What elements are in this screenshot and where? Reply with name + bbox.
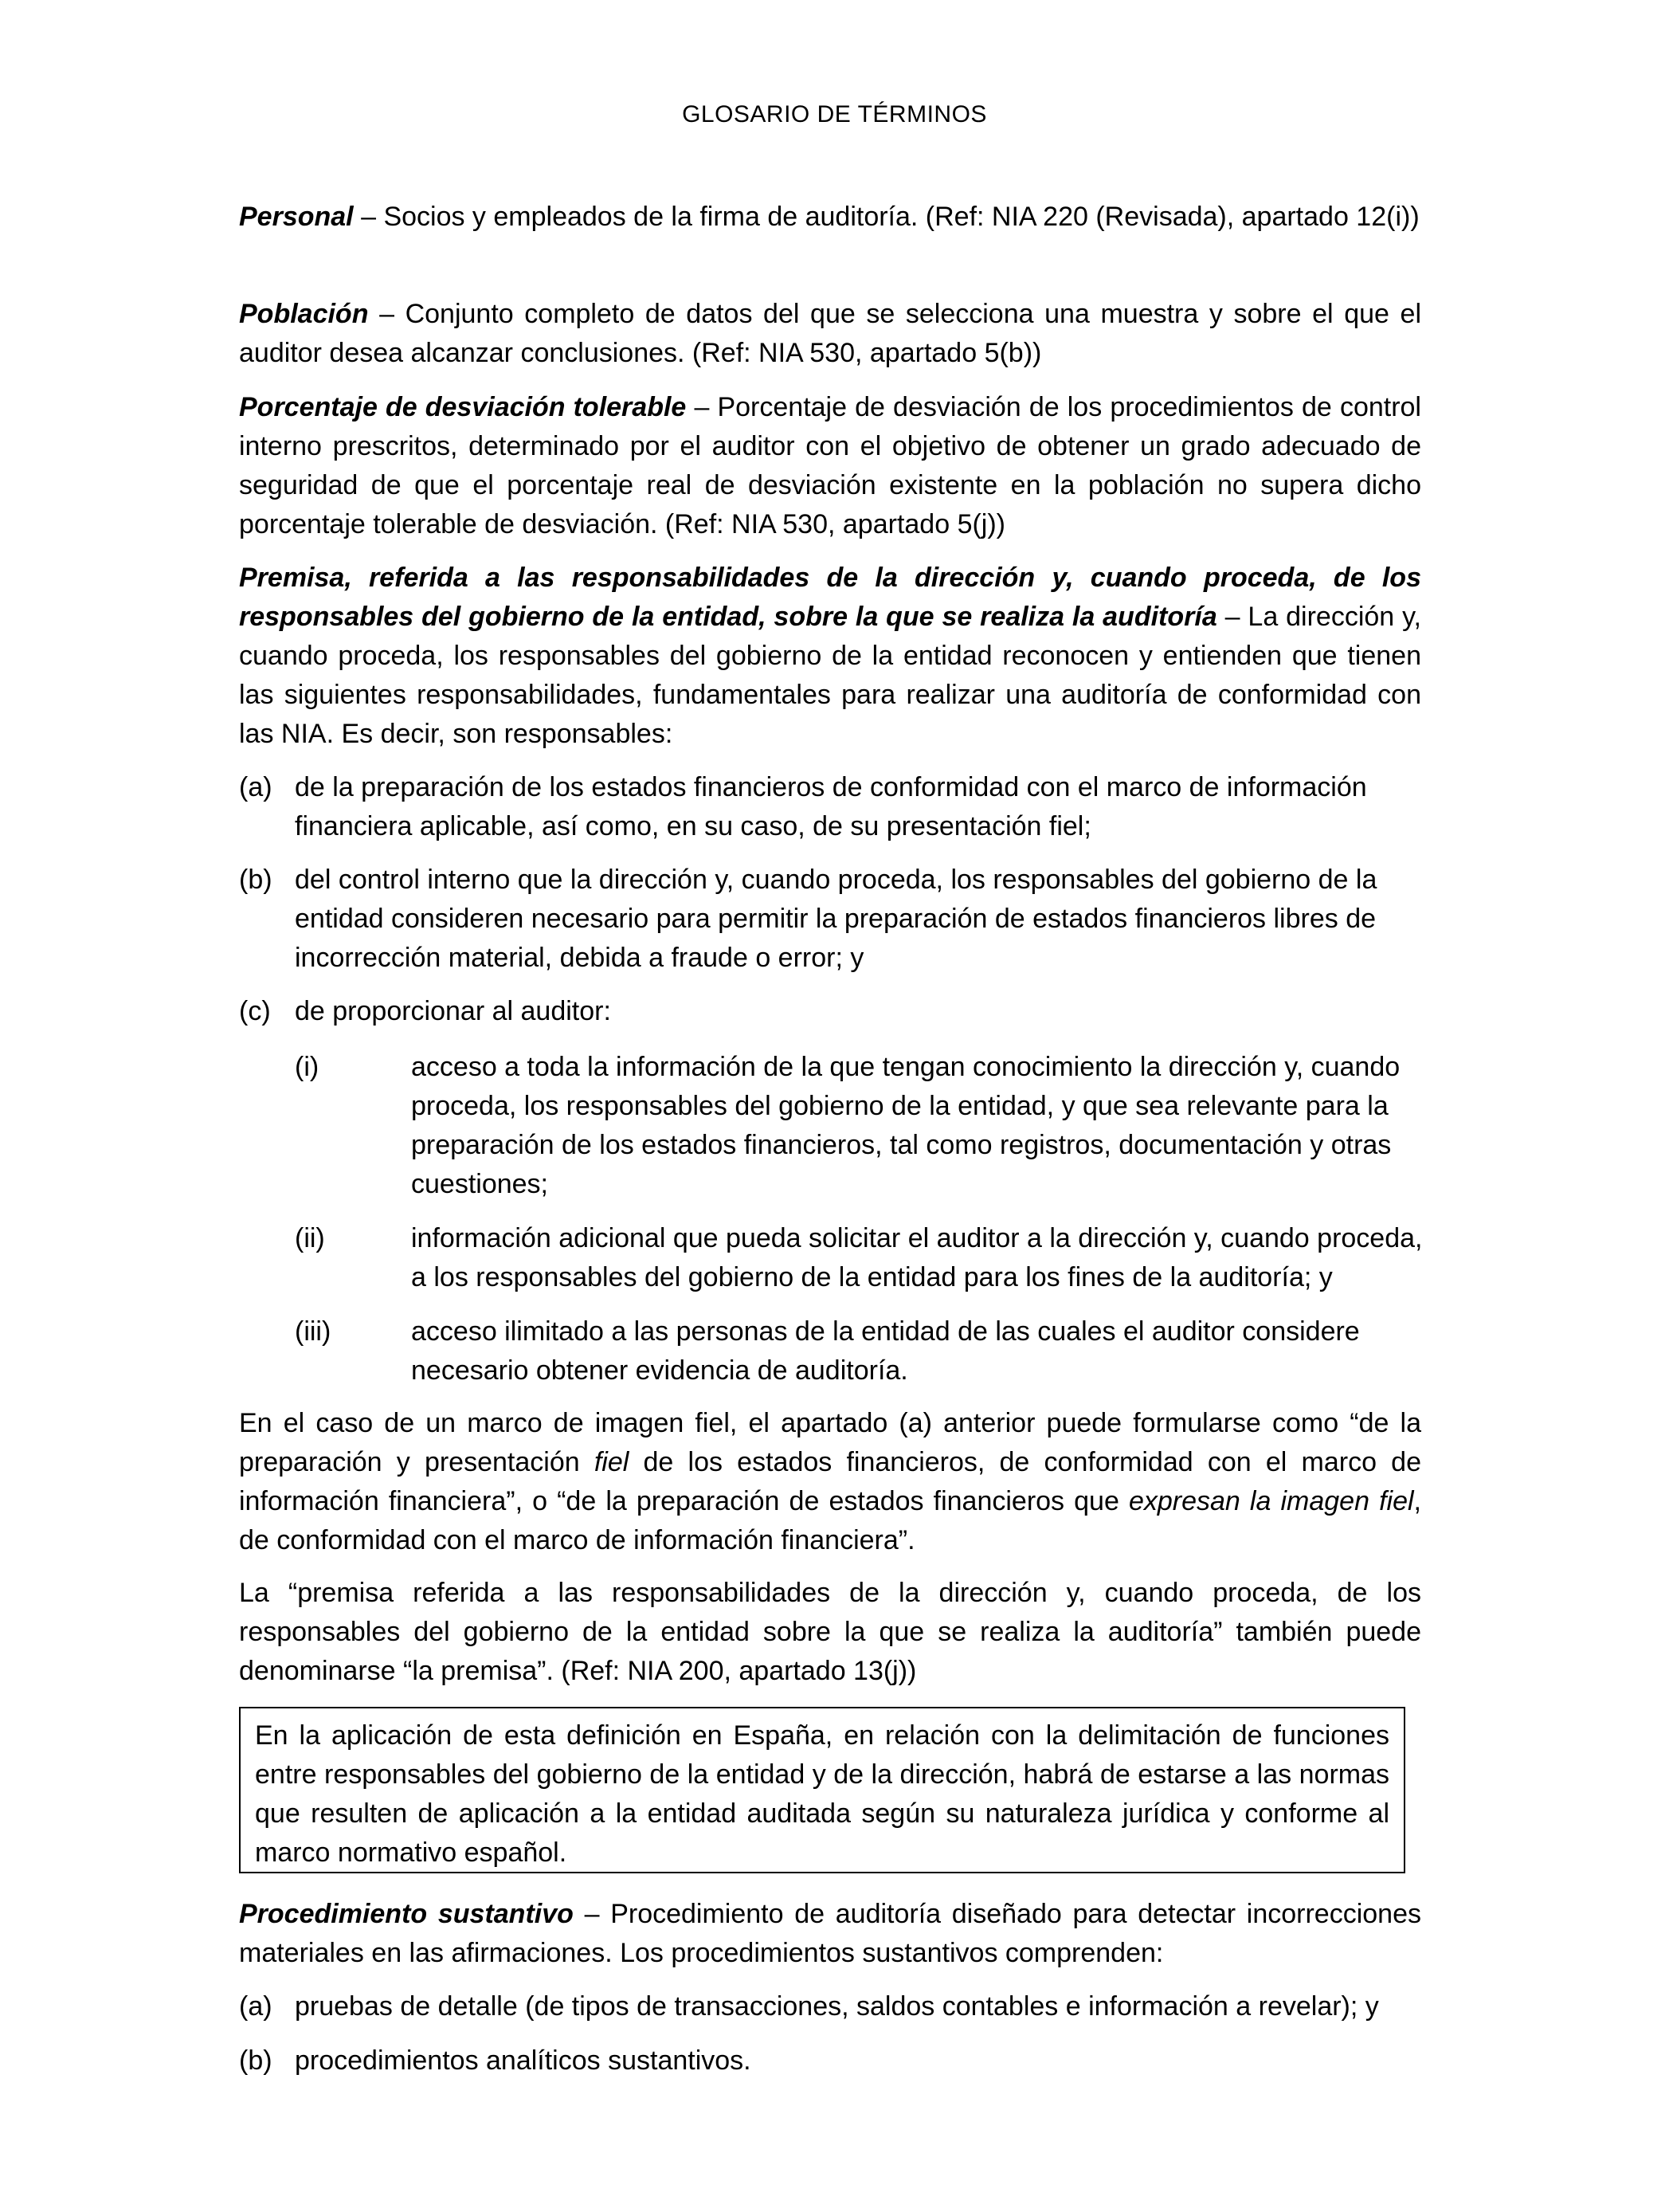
sub-list-item-text: información adicional que pueda solicitar el auditor a la dirección y, cuando proceda, a los responsables del gobierno de la entidad para los fines de la auditoría; y	[411, 1223, 1423, 1292]
list-marker: (a)	[239, 1991, 272, 2022]
term-dash: –	[353, 202, 384, 232]
emphasis-text: expresan la imagen fiel	[1128, 1486, 1414, 1516]
term-definition: Porcentaje de desviación de los procedimientos de control interno prescritos, determinado por el auditor con el objetivo de obtener un grado adecuado de seguridad de que el porcentaje real de desviación existente en la población no supera dicho porcentaje tolerable de desviación. (Ref: NIA 530, apartado 5(j))	[239, 392, 1421, 539]
list-marker: (b)	[239, 865, 272, 895]
list-item-text: del control interno que la dirección y, cuando proceda, los responsables del gobierno de la entidad consideren necesario para permitir la preparación de estados financieros libres de incorrección material, debida a fraude o error; y	[295, 865, 1377, 973]
term-dash: –	[1216, 602, 1248, 632]
sub-list-item-text: acceso ilimitado a las personas de la entidad de las cuales el auditor considere necesario obtener evidencia de auditoría.	[411, 1316, 1360, 1386]
paragraph-text: de los estados financieros, de conformidad con el marco de información financiera”, o “de la preparación de estados financieros que	[239, 1447, 1421, 1516]
list-marker: (c)	[239, 996, 271, 1026]
glossary-term: Personal	[239, 202, 354, 232]
list-item-text: de proporcionar al auditor:	[295, 996, 611, 1026]
sub-list-marker: (i)	[295, 1052, 319, 1082]
glossary-term: Procedimiento sustantivo	[239, 1899, 574, 1929]
entry-paragraph	[239, 1895, 1421, 1973]
glossary-entry-procedimiento	[239, 1895, 1421, 1973]
spain-note-text: En la aplicación de esta definición en España, en relación con la delimitación de funciones entre responsables del gobierno de la entidad y de la dirección, habrá de estarse a las normas que resulten de aplicación a la entidad auditada según su naturaleza jurídica y conforme al marco normativo español.	[255, 1720, 1389, 1868]
glossary-term: Población	[239, 299, 369, 329]
list-item-text: de la preparación de los estados financieros de conformidad con el marco de información financiera aplicable, así como, en su caso, de su presentación fiel;	[295, 772, 1367, 841]
list-item-text: procedimientos analíticos sustantivos.	[295, 2045, 751, 2076]
page-title: GLOSARIO DE TÉRMINOS	[682, 101, 987, 127]
list-marker: (b)	[239, 2045, 272, 2076]
imagen-fiel-paragraph	[239, 1404, 1421, 1560]
premisa-alias-paragraph	[239, 1574, 1421, 1691]
glossary-entry-porcentaje	[239, 388, 1421, 544]
term-dash: –	[573, 1899, 611, 1929]
entry-paragraph	[239, 559, 1421, 754]
emphasis-text: fiel	[594, 1447, 629, 1477]
entry-paragraph: La “premisa referida a las responsabilidades de la dirección y, cuando proceda, de los responsables del gobierno de la entidad sobre la que se realiza la auditoría” también puede denominarse “la premisa”. (Ref: NIA 200, apartado 13(j))	[239, 1578, 1421, 1686]
term-definition: Procedimiento de auditoría diseñado para detectar incorrecciones materiales en las afirmaciones. Los procedimientos sustantivos comprenden:	[239, 1899, 1421, 1968]
entry-paragraph	[239, 388, 1421, 544]
term-definition: Socios y empleados de la firma de auditoría. (Ref: NIA 220 (Revisada), apartado 12(i))	[383, 202, 1420, 232]
sub-list-marker: (iii)	[295, 1316, 331, 1347]
list-marker: (a)	[239, 772, 272, 802]
glossary-entry-personal	[239, 198, 1421, 237]
term-definition: Conjunto completo de datos del que se selecciona una muestra y sobre el que el auditor desea alcanzar conclusiones. (Ref: NIA 530, apartado 5(b))	[239, 299, 1421, 368]
glossary-entry-poblacion	[239, 295, 1421, 373]
list-item-text: pruebas de detalle (de tipos de transacciones, saldos contables e información a revelar); y	[295, 1991, 1379, 2022]
glossary-term: Premisa, referida a las responsabilidades de la dirección y, cuando proceda, de los responsables del gobierno de la entidad, sobre la que se realiza la auditoría	[239, 563, 1421, 632]
sub-list-marker: (ii)	[295, 1223, 325, 1253]
term-dash: –	[686, 392, 718, 422]
entry-paragraph	[239, 1404, 1421, 1560]
entry-paragraph	[239, 295, 1421, 373]
term-definition: La dirección y, cuando proceda, los responsables del gobierno de la entidad reconocen y entienden que tienen las siguientes responsabilidades, fundamentales para realizar una auditoría de conformidad con las NIA. Es decir, son responsables:	[239, 602, 1421, 749]
term-dash: –	[368, 299, 405, 329]
spain-note-box	[239, 1707, 1405, 1873]
glossary-term: Porcentaje de desviación tolerable	[239, 392, 687, 422]
paragraph-text: , de conformidad con el marco de información financiera”.	[239, 1486, 1421, 1555]
paragraph-text: En el caso de un marco de imagen fiel, el apartado (a) anterior puede formularse como “de la preparación y presentación	[239, 1408, 1421, 1477]
entry-paragraph	[239, 198, 1421, 237]
sub-list-item-text: acceso a toda la información de la que tengan conocimiento la dirección y, cuando proceda, los responsables del gobierno de la entidad, y que sea relevante para la preparación de los estados financieros, tal como registros, documentación y otras cuestiones;	[411, 1052, 1401, 1199]
glossary-entry-premisa	[239, 559, 1421, 754]
